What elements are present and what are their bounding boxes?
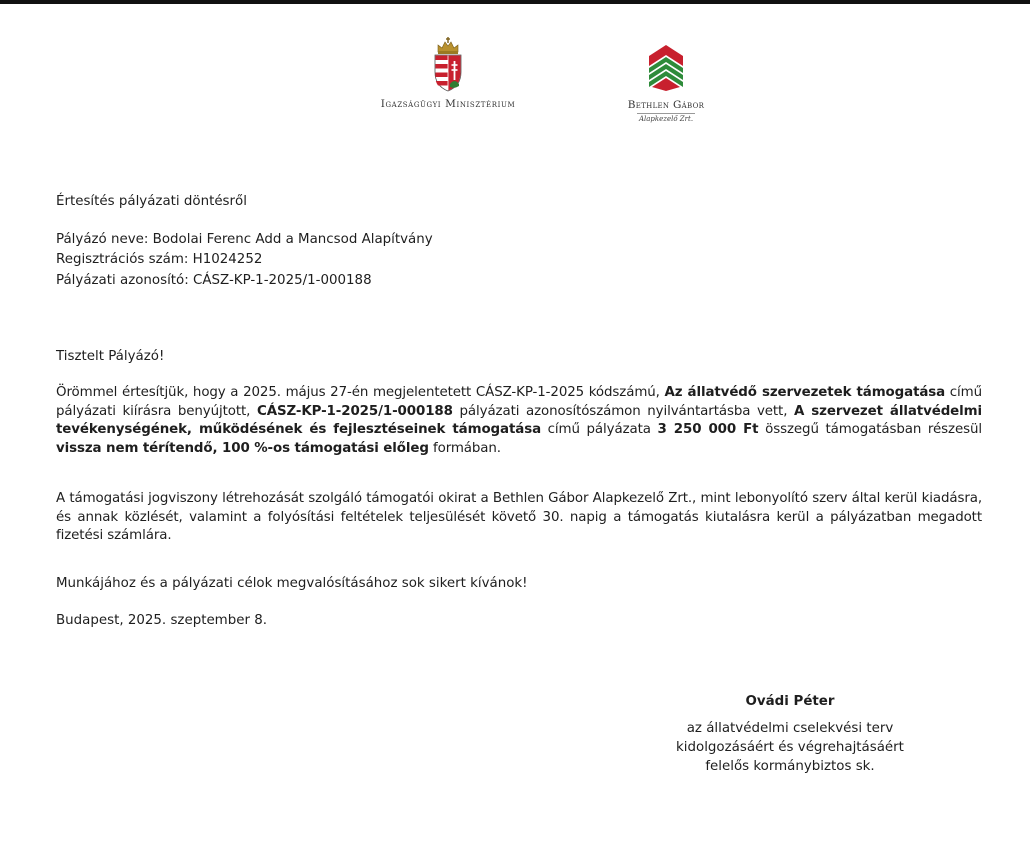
signatory-title bbox=[640, 719, 940, 776]
top-border bbox=[0, 0, 1030, 4]
applicant-name: Pályázó neve: Bodolai Ferenc Add a Mancsod Alapítvány bbox=[56, 232, 433, 247]
contract-paragraph: A támogatási jogviszony létrehozását szolgáló támogatói okirat a Bethlen Gábor Alapkezelő Zrt., mint lebonyolító szerv által kerül kiadásra, és annak közlését, valamint a folyósítási feltételek teljesülését követő 30. napig a támogatás kiutalásra kerül a pályázatban megadott fizetési számlára. bbox=[56, 491, 982, 543]
decision-text: formában. bbox=[428, 440, 501, 456]
decision-text: című pályázati kiírásra benyújtott, bbox=[56, 385, 982, 419]
project-title: A szervezet állatvédelmi tevékenységének, működésének és fejlesztéseinek támogatása bbox=[56, 403, 982, 437]
registration-number: Regisztrációs szám: H1024252 bbox=[56, 252, 263, 267]
application-id: Pályázati azonosító: CÁSZ-KP-1-2025/1-000188 bbox=[56, 273, 372, 288]
salutation: Tisztelt Pályázó! bbox=[56, 349, 165, 364]
decision-paragraph bbox=[56, 384, 982, 458]
bethlen-logo-divider bbox=[637, 113, 695, 114]
letter-subject: Értesítés pályázati döntésről bbox=[56, 194, 247, 209]
hungarian-coat-of-arms-icon bbox=[431, 36, 465, 92]
bethlen-name: Bethlen Gábor bbox=[627, 99, 705, 111]
decision-text: összegű támogatásban részesül bbox=[758, 422, 983, 437]
signatory-title-line: kidolgozásáért és végrehajtásáért bbox=[676, 740, 904, 755]
bethlen-emblem-icon bbox=[646, 42, 686, 92]
grant-amount: 3 250 000 Ft bbox=[657, 422, 759, 437]
signatory-title-line: az állatvédelmi cselekvési terv bbox=[686, 721, 894, 736]
bethlen-subtitle: Alapkezelő Zrt. bbox=[638, 115, 694, 123]
decision-text: című pályázata bbox=[541, 422, 658, 437]
signatory-name: Ovádi Péter bbox=[745, 694, 835, 709]
decision-text: pályázati azonosítószámon nyilvántartásba vett, bbox=[452, 403, 794, 419]
grant-type: vissza nem térítendő, 100 %-os támogatási előleg bbox=[56, 440, 429, 456]
signatory-title-line: felelős kormánybiztos sk. bbox=[705, 759, 875, 774]
call-title: Az állatvédő szervezetek támogatása bbox=[664, 385, 946, 400]
place-date: Budapest, 2025. szeptember 8. bbox=[56, 613, 268, 628]
ministry-name: Igazságügyi Minisztérium bbox=[380, 98, 516, 110]
application-id-bold: CÁSZ-KP-1-2025/1-000188 bbox=[256, 403, 453, 419]
decision-text: Örömmel értesítjük, hogy a 2025. május 27-én megjelentetett CÁSZ-KP-1-2025 kódszámú, bbox=[56, 385, 665, 400]
bethlen-logo bbox=[606, 42, 726, 123]
closing-wish: Munkájához és a pályázati célok megvalósításához sok sikert kívánok! bbox=[56, 576, 528, 591]
ministry-logo bbox=[360, 36, 536, 110]
